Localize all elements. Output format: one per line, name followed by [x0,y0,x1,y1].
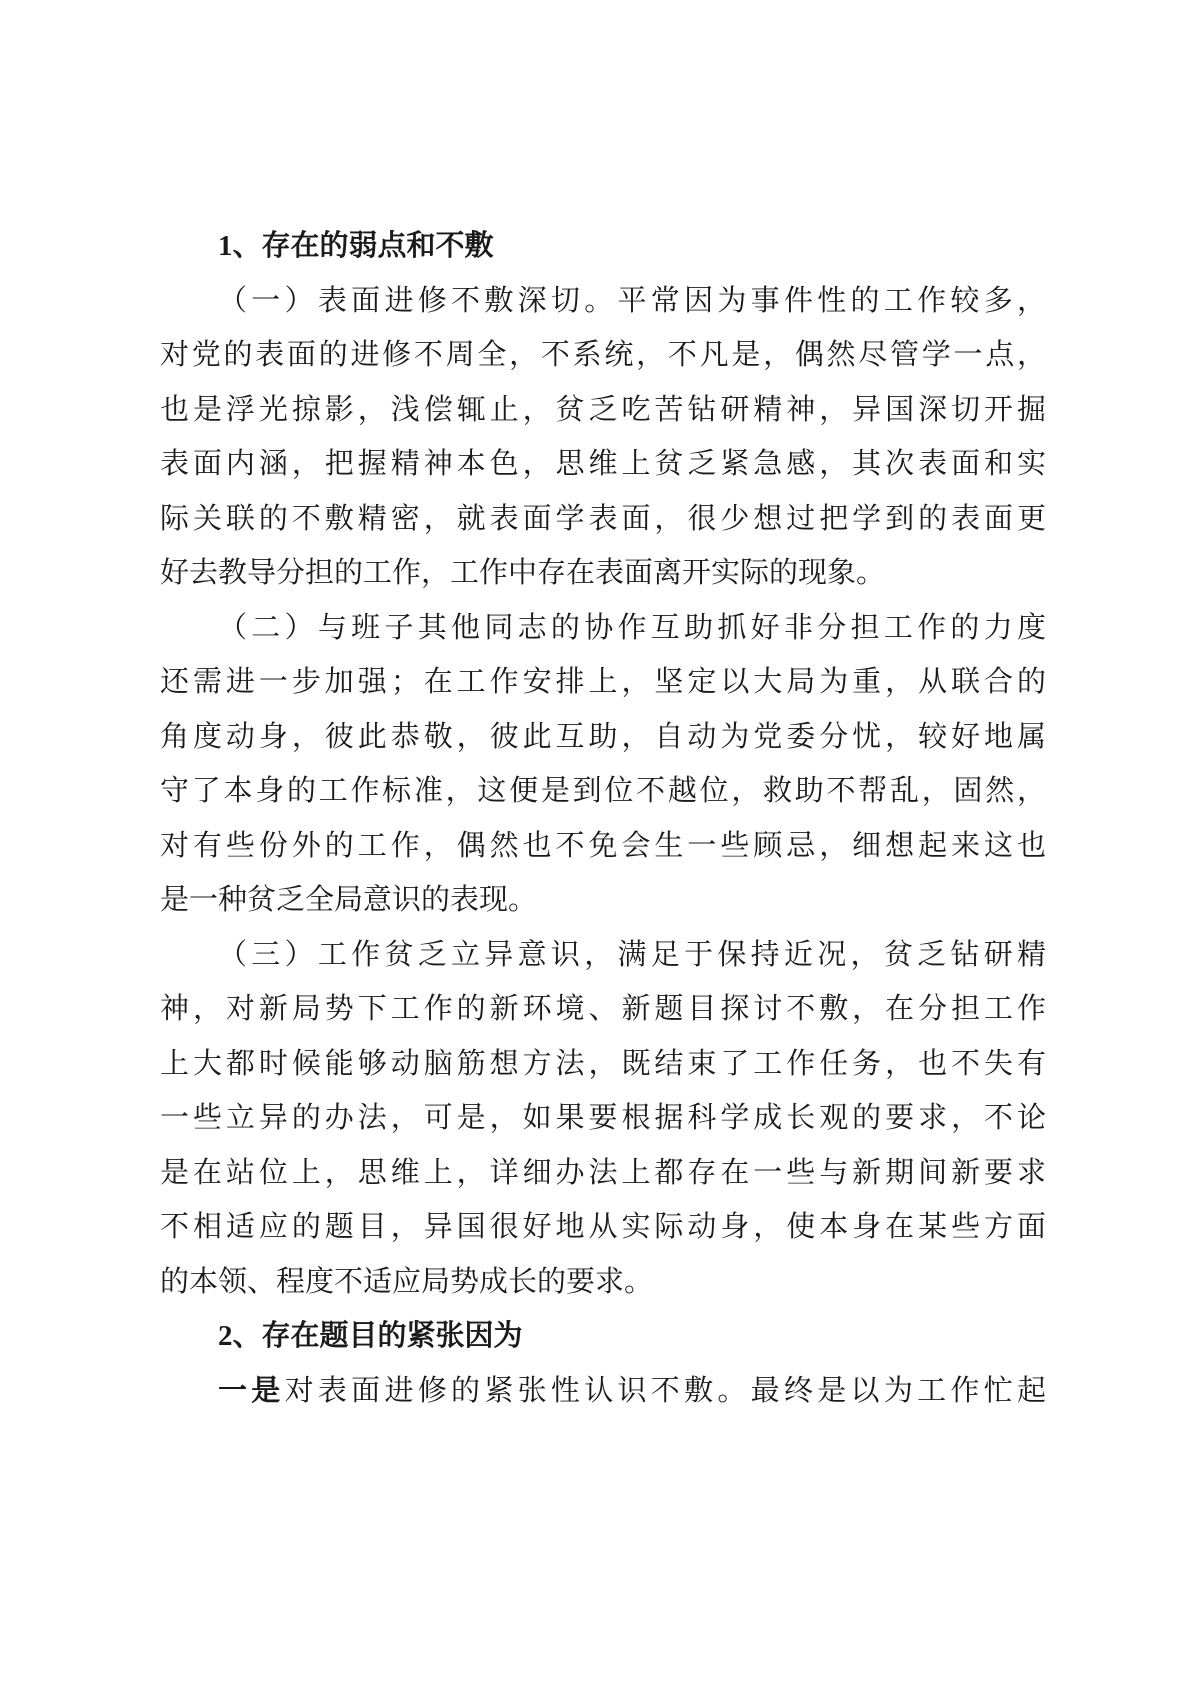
section-heading-2 [160,1308,1046,1363]
paragraph-line: 角度动身，彼此恭敬，彼此互助，自动为党委分忧，较好地属 [160,718,1046,753]
paragraph-1 [160,273,1046,600]
paragraph-4 [160,1363,1046,1418]
section-heading-1 [160,218,1046,273]
paragraph-line: 一些立异的办法，可是，如果要根据科学成长观的要求，不论 [160,1100,1046,1134]
paragraph-line: 的本领、程度不适应局势成长的要求。 [160,1263,654,1298]
section-heading-title: 、存在的弱点和不敷 [232,228,494,262]
section-heading-number: 2 [218,1320,233,1352]
paragraph-line: 表面内涵，把握精神本色，思维上贫乏紧急感，其次表面和实 [160,446,1046,480]
paragraph-line: 是在站位上，思维上，详细办法上都存在一些与新期间新要求 [160,1154,1046,1189]
paragraph-line: （一）表面进修不敷深切。平常因为事件性的工作较多， [218,282,1046,317]
paragraph-line: 神，对新局势下工作的新环境、新题目探讨不敷，在分担工作 [160,991,1046,1025]
paragraph-line: 际关联的不敷精密，就表面学表面，很少想过把学到的表面更 [160,500,1046,535]
paragraph-lead-rest: 对表面进修的紧张性认识不敷。最终是以为工作忙起 [284,1372,1046,1407]
paragraph-line: 对党的表面的进修不周全，不系统，不凡是，偶然尽管学一点， [160,337,1046,371]
document-body [160,218,1046,1417]
paragraph-line: （二）与班子其他同志的协作互助抓好非分担工作的力度 [218,609,1046,644]
paragraph-line: 对有些份外的工作，偶然也不免会生一些顾忌，细想起来这也 [160,827,1046,862]
paragraph-line: 还需进一步加强；在工作安排上，坚定以大局为重，从联合的 [160,664,1046,698]
paragraph-line: 也是浮光掠影，浅偿辄止，贫乏吃苦钻研精神，异国深切开掘 [160,391,1046,426]
paragraph-line: 好去教导分担的工作，工作中存在表面离开实际的现象。 [160,555,886,589]
paragraph-line: 上大都时候能够动脑筋想方法，既结束了工作任务，也不失有 [160,1045,1046,1080]
paragraph-line: （三）工作贫乏立异意识，满足于保持近况，贫乏钻研精 [218,936,1046,971]
section-heading-number: 1 [218,230,233,262]
paragraph-line: 不相适应的题目，异国很好地从实际动身，使本身在某些方面 [160,1209,1046,1243]
paragraph-3 [160,927,1046,1309]
paragraph-line: 守了本身的工作标准，这便是到位不越位，救助不帮乱，固然， [160,773,1046,807]
paragraph-2 [160,600,1046,927]
paragraph-lead-emphasis: 一是 [218,1372,285,1407]
section-heading-title: 、存在题目的紧张因为 [232,1318,523,1352]
paragraph-line: 是一种贫乏全局意识的表现。 [160,882,538,916]
